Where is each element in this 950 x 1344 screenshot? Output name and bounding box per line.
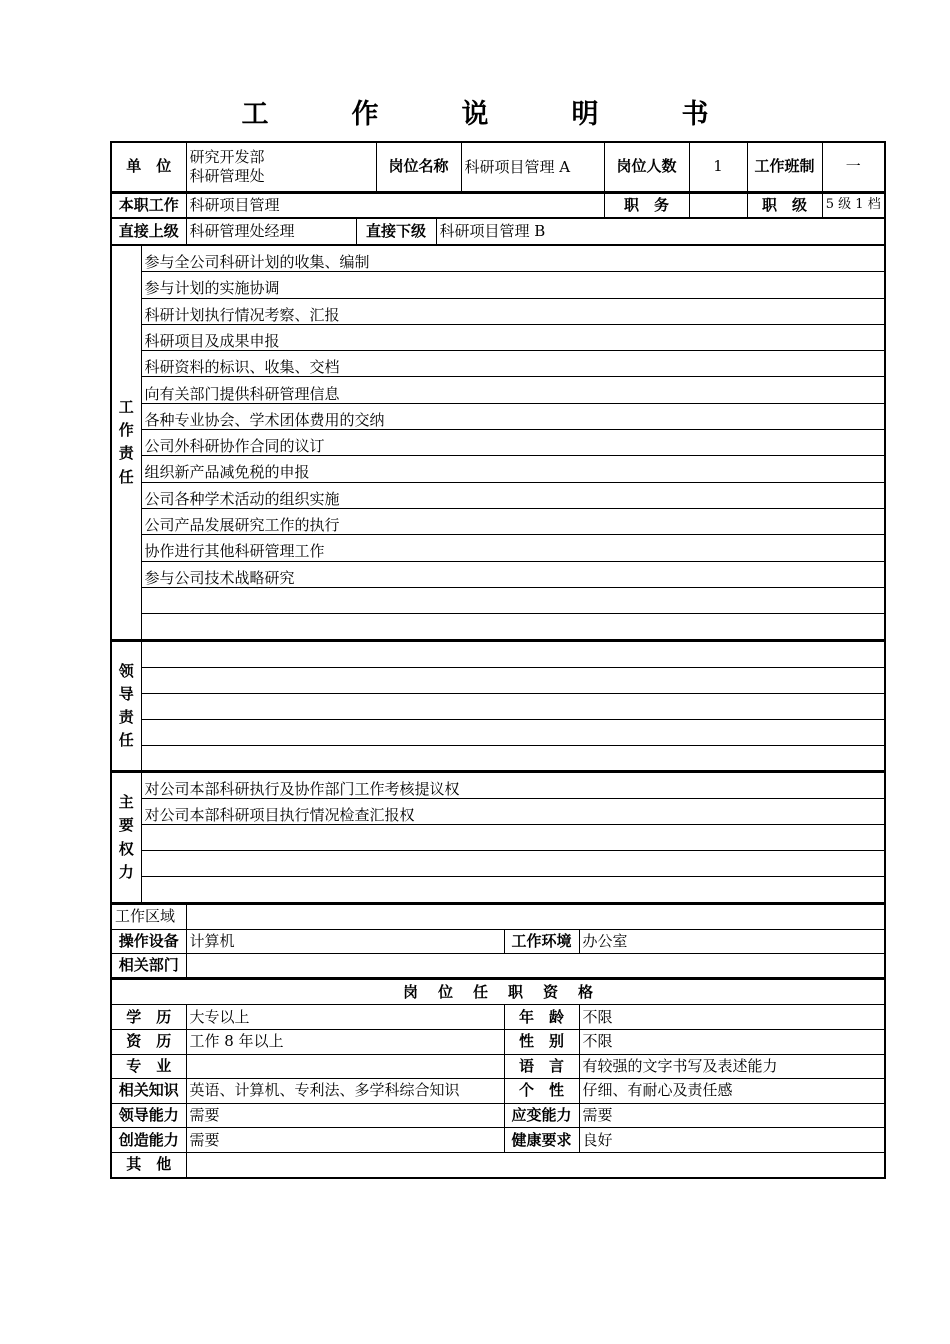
responsibility-item: 参与公司技术战略研究 [141,561,885,587]
responsibility-item [141,614,885,640]
responsibility-row [111,430,885,456]
grade-value: 5 级 1 档 [822,194,885,218]
post-count-label: 岗位人数 [604,142,689,192]
responsibilities-table [110,245,886,641]
leadership-row [111,641,885,667]
qualification-value [186,1054,504,1079]
equipment-row [111,929,885,953]
env-value: 办公室 [579,929,885,953]
leadership-label-char: 领 [118,661,134,680]
leadership-row [111,719,885,745]
area-value [186,904,885,929]
qualification-label: 应变能力 [504,1103,579,1128]
other-row [111,1153,885,1178]
responsibility-label-char: 任 [118,467,134,486]
authority-item [141,877,885,903]
leadership-item [141,667,885,693]
job-row-table [110,193,886,218]
authority-row [111,851,885,877]
responsibility-row [111,246,885,272]
qualification-value: 需要 [186,1103,504,1128]
responsibility-item: 参与全公司科研计划的收集、编制 [141,246,885,272]
qualification-value: 不限 [579,1005,885,1030]
responsibility-row [111,298,885,324]
qualification-label: 个 性 [504,1079,579,1104]
other-label: 其 他 [111,1153,186,1178]
area-row [111,904,885,929]
grade-label: 职 级 [747,194,822,218]
responsibility-item: 组织新产品减免税的申报 [141,456,885,482]
qualification-label: 年 龄 [504,1005,579,1030]
authority-item: 对公司本部科研项目执行情况检查汇报权 [141,799,885,825]
qualification-row [111,1128,885,1153]
superior-row-table [110,218,886,245]
authority-row [111,799,885,825]
leadership-item [141,745,885,771]
job-row [111,194,885,218]
superior-value: 科研管理处经理 [186,219,356,245]
post-count-value: 1 [689,142,747,192]
responsibility-row [111,561,885,587]
responsibility-row [111,508,885,534]
qualifications-table [110,979,886,1178]
authority-row [111,773,885,799]
document-title: 工 作 说 明 书 [241,99,737,130]
authority-label-char: 要 [118,816,134,835]
authority-label-char: 力 [118,862,134,881]
job-description-form [110,141,884,1179]
shift-label: 工作班制 [747,142,822,192]
qualification-label: 健康要求 [504,1128,579,1153]
authority-label [111,773,141,903]
qualifications-heading: 岗位任职资格 [111,980,885,1005]
equipment-label: 操作设备 [111,929,186,953]
leadership-row [111,667,885,693]
leadership-label [111,641,141,771]
qualification-label: 资 历 [111,1030,186,1055]
responsibility-item: 向有关部门提供科研管理信息 [141,377,885,403]
dept-value [186,953,885,978]
authority-row [111,877,885,903]
other-value [186,1153,885,1178]
environment-table [110,904,886,980]
superior-row [111,219,885,245]
area-label: 工作区域 [111,904,186,929]
leadership-label-char: 任 [118,731,134,750]
qualification-label: 性 别 [504,1030,579,1055]
qualification-label: 领导能力 [111,1103,186,1128]
authority-label-char: 主 [118,793,134,812]
qualification-value: 大专以上 [186,1005,504,1030]
qualification-row [111,1103,885,1128]
leadership-table [110,641,886,773]
authority-row [111,825,885,851]
responsibility-label-char: 责 [118,444,134,463]
qualification-row [111,1054,885,1079]
responsibility-row [111,272,885,298]
responsibility-item: 协作进行其他科研管理工作 [141,535,885,561]
qualification-row [111,1030,885,1055]
header-row-1 [111,142,885,192]
duty-value [689,194,747,218]
qualification-value: 不限 [579,1030,885,1055]
subordinate-label: 直接下级 [356,219,436,245]
unit-value-line2: 科研管理处 [189,167,265,185]
responsibility-row [111,324,885,350]
authority-item [141,825,885,851]
qualification-value: 仔细、有耐心及责任感 [579,1079,885,1104]
unit-label: 单 位 [111,142,186,192]
qualification-row [111,1005,885,1030]
responsibility-row [111,456,885,482]
responsibility-item: 科研资料的标识、收集、交档 [141,351,885,377]
leadership-label-char: 责 [118,708,134,727]
header-table [110,141,886,193]
qualification-value: 有较强的文字书写及表述能力 [579,1054,885,1079]
leadership-row [111,745,885,771]
responsibility-item: 科研计划执行情况考察、汇报 [141,298,885,324]
authority-table [110,772,886,904]
qualification-value: 需要 [186,1128,504,1153]
responsibility-item: 公司外科研协作合同的议订 [141,430,885,456]
job-label: 本职工作 [111,194,186,218]
subordinate-value: 科研项目管理 B [436,219,885,245]
unit-value [186,142,376,192]
responsibility-item: 参与计划的实施协调 [141,272,885,298]
duty-label: 职 务 [604,194,689,218]
responsibility-label-char: 工 [118,397,134,416]
post-name-label: 岗位名称 [376,142,461,192]
dept-label: 相关部门 [111,953,186,978]
responsibility-item: 公司产品发展研究工作的执行 [141,508,885,534]
superior-label: 直接上级 [111,219,186,245]
authority-label-char: 权 [118,839,134,858]
leadership-item [141,693,885,719]
authority-item: 对公司本部科研执行及协作部门工作考核提议权 [141,773,885,799]
leadership-item [141,641,885,667]
responsibility-label-char: 作 [118,421,134,440]
unit-value-line1: 研究开发部 [189,148,265,166]
qualification-value: 良好 [579,1128,885,1153]
authority-item [141,851,885,877]
qualification-label: 语 言 [504,1054,579,1079]
post-name-value: 科研项目管理 A [461,142,604,192]
qualification-label: 专 业 [111,1054,186,1079]
qualification-label: 相关知识 [111,1079,186,1104]
qualification-value: 需要 [579,1103,885,1128]
responsibility-item: 科研项目及成果申报 [141,324,885,350]
responsibility-row [111,535,885,561]
responsibility-row [111,403,885,429]
responsibility-row [111,614,885,640]
dept-row [111,953,885,978]
qualification-value: 工作 8 年以上 [186,1030,504,1055]
env-label: 工作环境 [504,929,579,953]
responsibility-item: 公司各种学术活动的组织实施 [141,482,885,508]
responsibility-item [141,587,885,613]
shift-value: 一 [822,142,885,192]
responsibility-row [111,377,885,403]
responsibility-row [111,482,885,508]
job-value: 科研项目管理 [186,194,604,218]
leadership-label-char: 导 [118,684,134,703]
qualification-label: 创造能力 [111,1128,186,1153]
responsibility-row [111,587,885,613]
responsibility-row [111,351,885,377]
responsibility-item: 各种专业协会、学术团体费用的交纳 [141,403,885,429]
qualification-value: 英语、计算机、专利法、多学科综合知识 [186,1079,504,1104]
responsibility-label [111,246,141,640]
equipment-value: 计算机 [186,929,504,953]
leadership-item [141,719,885,745]
leadership-row [111,693,885,719]
qualification-label: 学 历 [111,1005,186,1030]
qualification-row [111,1079,885,1104]
qualifications-heading-row [111,980,885,1005]
